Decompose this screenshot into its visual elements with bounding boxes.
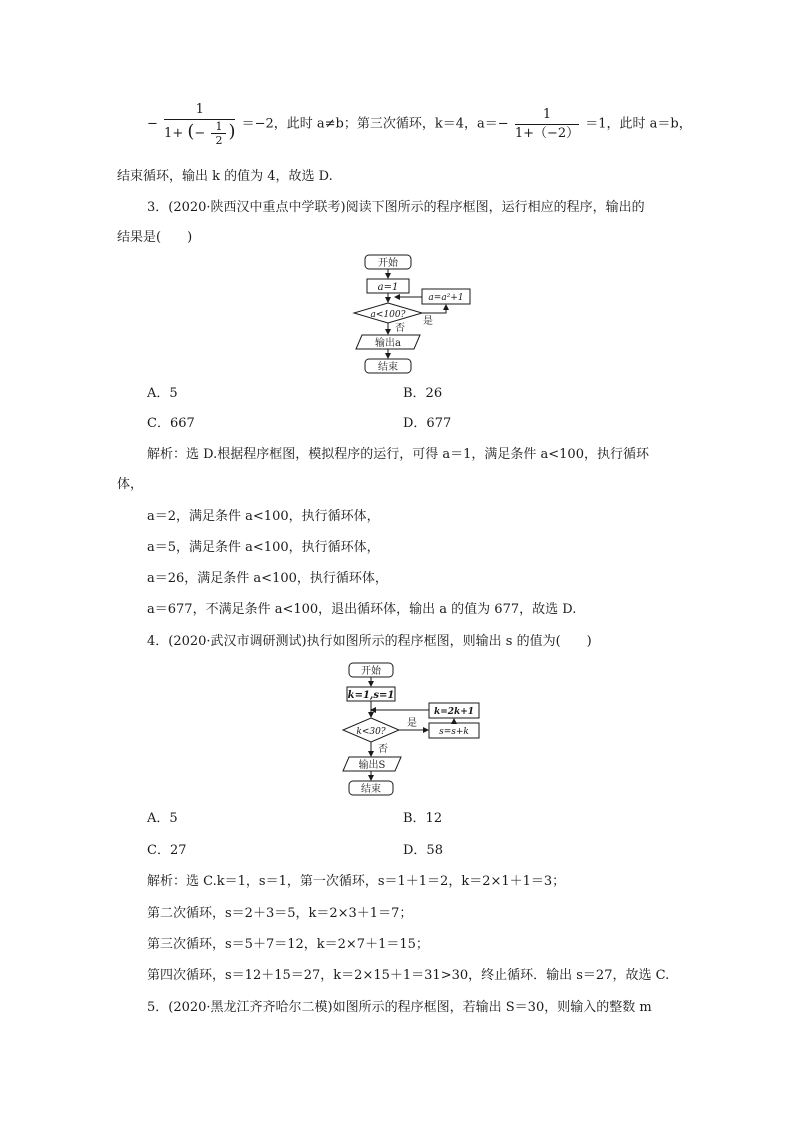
top-formula-line: [147, 101, 692, 147]
q3-start-text: 开始: [378, 258, 398, 269]
inner-fraction-denominator: 2: [215, 134, 223, 147]
q4-solution-3: 第三次循环，s＝5＋7＝12，k＝2×7＋1＝15；: [147, 937, 429, 952]
q3-yes-label: 是: [423, 316, 433, 327]
fraction-1-denominator: 1+ (− $\frac{1}{2}$ ): [164, 120, 236, 147]
q3-no-label: 否: [395, 323, 405, 334]
fraction-2-numerator: 1: [515, 106, 579, 125]
q4-option-d: D．58: [403, 843, 443, 858]
q3-init-text: a=1: [377, 282, 399, 293]
q3-flowchart: [350, 252, 480, 377]
top-text-1: ＝−2，此时 a≠b；第三次循环，k＝4，a＝−: [241, 116, 509, 132]
q3-end-text: 结束: [378, 362, 398, 373]
fraction-1-den-prefix: 1+: [164, 126, 184, 141]
fraction-1-numerator: 1: [164, 101, 235, 120]
q3-option-a: A．5: [147, 386, 178, 401]
inner-minus: −: [194, 126, 206, 141]
q4-title: 4．(2020·武汉市调研测试)执行如图所示的程序框图，则输出 s 的值为( ): [147, 634, 592, 649]
q3-option-c: C．667: [147, 416, 195, 431]
q4-option-b: B．12: [403, 811, 443, 826]
q4-init-text: k=1,s=1: [347, 690, 395, 701]
fraction-2-denominator: 1+（−2）: [514, 125, 580, 141]
q3-title-cont: 结果是( ): [117, 230, 193, 245]
q3-solution-3: a＝5，满足条件 a<100，执行循环体，: [147, 540, 380, 555]
q4-flowchart: [336, 660, 486, 800]
q3-solution-2: a＝2，满足条件 a<100，执行循环体，: [147, 509, 380, 524]
q4-yes-label: 是: [407, 718, 417, 729]
q4-solution-2: 第二次循环，s＝2＋3＝5，k＝2×3＋1＝7；: [147, 906, 413, 921]
q3-option-b: B．26: [403, 386, 443, 401]
q3-title: 3．(2020·陕西汉中重点中学联考)阅读下图所示的程序框图，运行相应的程序，输出的: [147, 200, 645, 215]
fraction-2: [515, 106, 579, 143]
q3-solution-1b: 体，: [117, 477, 144, 492]
q3-solution-4: a＝26，满足条件 a<100，执行循环体，: [147, 571, 388, 586]
q3-solution-1: 解析：选 D.根据程序框图，模拟程序的运行，可得 a＝1，满足条件 a<100，执行循环: [147, 447, 649, 462]
q4-update2-text: s=s+k: [439, 727, 469, 737]
q3-solution-5: a＝677，不满足条件 a<100，退出循环体，输出 a 的值为 677，故选 D.: [147, 602, 577, 617]
q4-end-text: 结束: [361, 784, 381, 795]
q3-update-text: a=a²+1: [428, 293, 464, 303]
q4-option-a: A．5: [147, 811, 178, 826]
q3-option-d: D．677: [403, 416, 452, 431]
q4-solution-1: 解析：选 C.k＝1，s＝1，第一次循环，s＝1＋1＝2，k＝2×1＋1＝3；: [147, 874, 566, 889]
q4-cond-text: k<30?: [356, 727, 386, 737]
q5-title: 5．(2020·黑龙江齐齐哈尔二模)如图所示的程序框图，若输出 S＝30，则输入的整数 m: [147, 1000, 652, 1015]
q4-solution-4: 第四次循环，s＝12＋15＝27，k＝2×15＋1＝31>30，终止循环．输出 s＝27，故选 C.: [147, 968, 670, 983]
q3-cond-text: a<100?: [370, 310, 406, 320]
inner-fraction-numerator: 1: [211, 120, 226, 134]
q3-output-text: 输出a: [375, 338, 401, 349]
q4-output-text: 输出S: [358, 760, 386, 771]
q4-start-text: 开始: [361, 666, 381, 677]
top-line-2: 结束循环，输出 k 的值为 4，故选 D.: [117, 169, 333, 184]
q4-no-label: 否: [378, 744, 388, 755]
q4-option-c: C．27: [147, 843, 187, 858]
fraction-1: [164, 101, 235, 147]
top-text-2: ＝1，此时 a＝b，: [585, 116, 692, 132]
minus-sign: −: [147, 116, 158, 132]
inner-fraction: [211, 120, 226, 147]
q4-update1-text: k=2k+1: [433, 707, 475, 717]
